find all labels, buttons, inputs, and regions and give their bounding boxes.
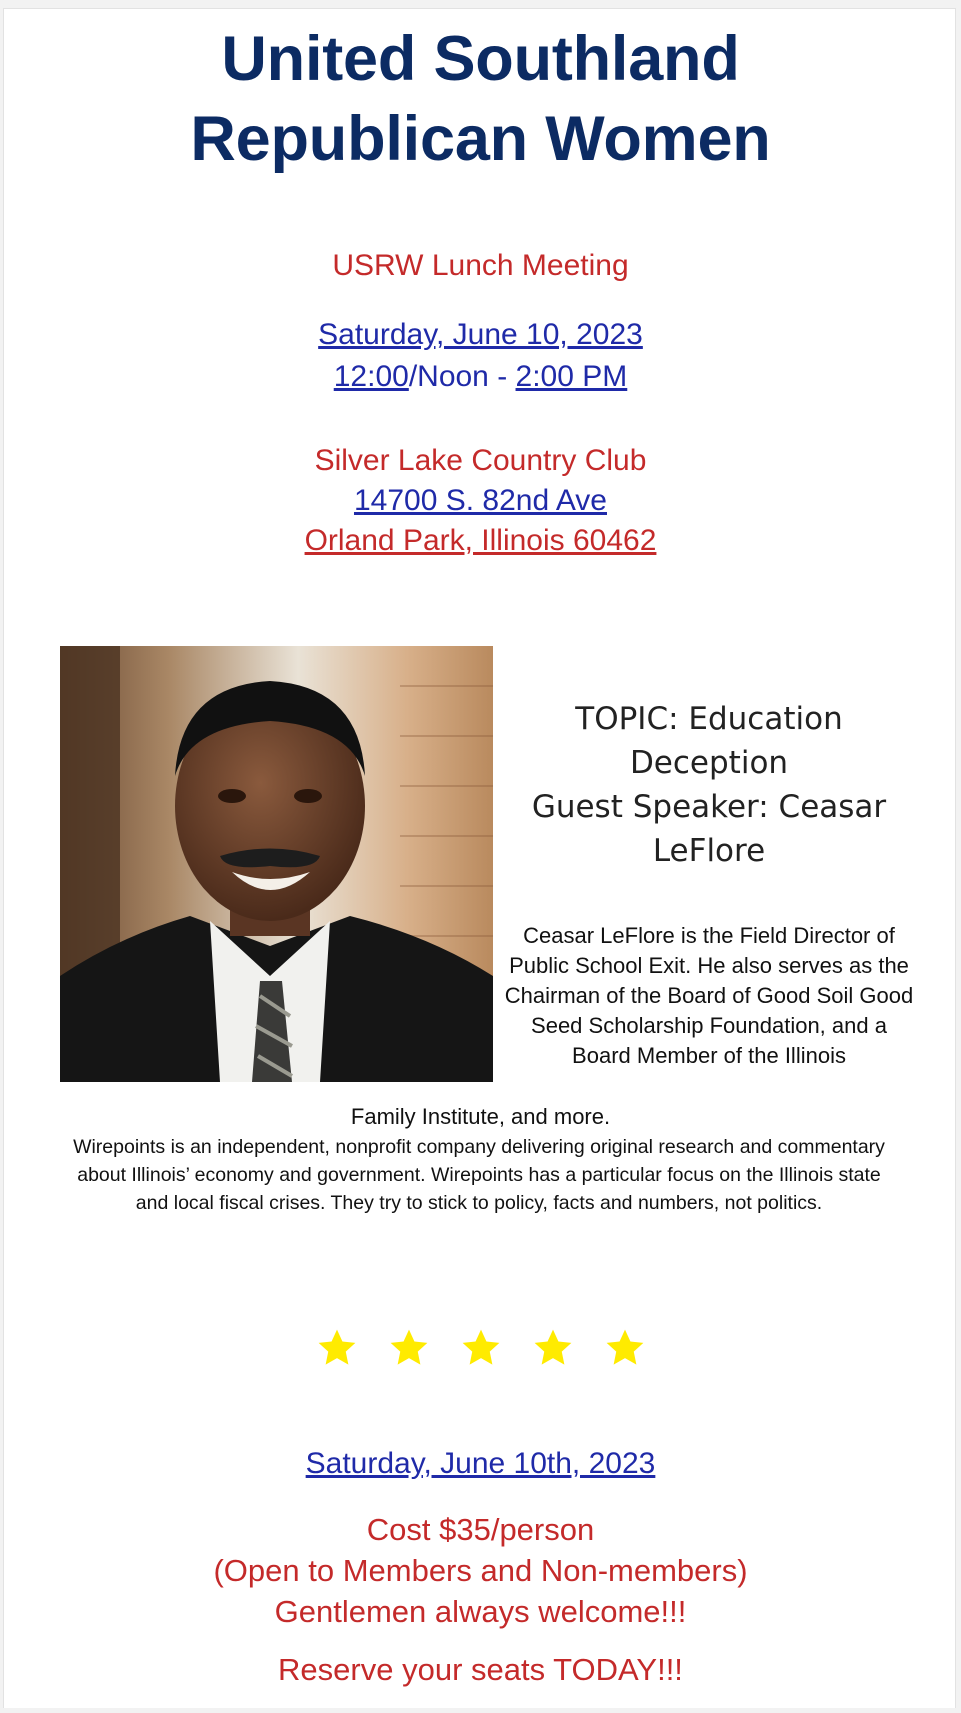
flyer-page — [3, 8, 956, 1708]
topic-line: TOPIC: Education Deception — [575, 701, 843, 781]
speaker-photo-illustration — [60, 646, 493, 1082]
star-icon — [460, 1327, 502, 1369]
footer-date — [4, 1447, 957, 1481]
star-icon — [604, 1327, 646, 1369]
venue-block — [4, 441, 957, 561]
event-name: USRW Lunch Meeting — [332, 249, 629, 282]
wirepoints-description: Wirepoints is an independent, nonprofit company delivering original research and commentary about Illinois’ economy and government. Wirepoints has a particular focus on the Illinois state and local fiscal crises. They try to stick to policy, facts and numbers, not politics. — [73, 1136, 885, 1214]
speaker-bio: Ceasar LeFlore is the Field Director of Public School Exit. He also serves as the Chairman of the Board of Good Soil Good Seed Scholarship Foundation, and a Board Member of the Illinois — [504, 923, 914, 1068]
title-line-1: United Southland — [221, 24, 740, 94]
star-icon — [316, 1327, 358, 1369]
gentlemen-text: Gentlemen always welcome!!! — [274, 1594, 687, 1629]
star-rating-row — [4, 1327, 957, 1369]
guest-speaker-line: Guest Speaker: Ceasar LeFlore — [531, 789, 887, 869]
event-date-link[interactable]: Saturday, June 10, 2023 — [318, 318, 643, 351]
star-icon — [532, 1327, 574, 1369]
address-link[interactable]: 14700 S. 82nd Ave — [353, 484, 607, 517]
topic-block — [509, 697, 909, 873]
title-line-2: Republican Women — [190, 104, 771, 174]
cost-block — [4, 1509, 957, 1632]
footer-date-link[interactable]: Saturday, June 10th, 2023 — [305, 1447, 656, 1480]
start-time-link[interactable]: 12:00 — [333, 360, 409, 393]
end-time-link[interactable]: 2:00 PM — [515, 360, 628, 393]
page-title — [4, 19, 957, 179]
city-link[interactable]: Orland Park, Illinois 60462 — [304, 524, 657, 557]
star-icon — [388, 1327, 430, 1369]
speaker-bio-tail: Family Institute, and more. — [350, 1104, 611, 1129]
cost-text: Cost $35/person — [366, 1512, 595, 1547]
open-to-text: (Open to Members and Non-members) — [213, 1553, 748, 1588]
event-datetime — [4, 314, 957, 398]
venue-name: Silver Lake Country Club — [314, 444, 647, 477]
time-separator: /Noon - — [408, 360, 516, 393]
speaker-photo — [60, 646, 493, 1082]
reserve-call-to-action: Reserve your seats TODAY!!! — [278, 1652, 683, 1687]
